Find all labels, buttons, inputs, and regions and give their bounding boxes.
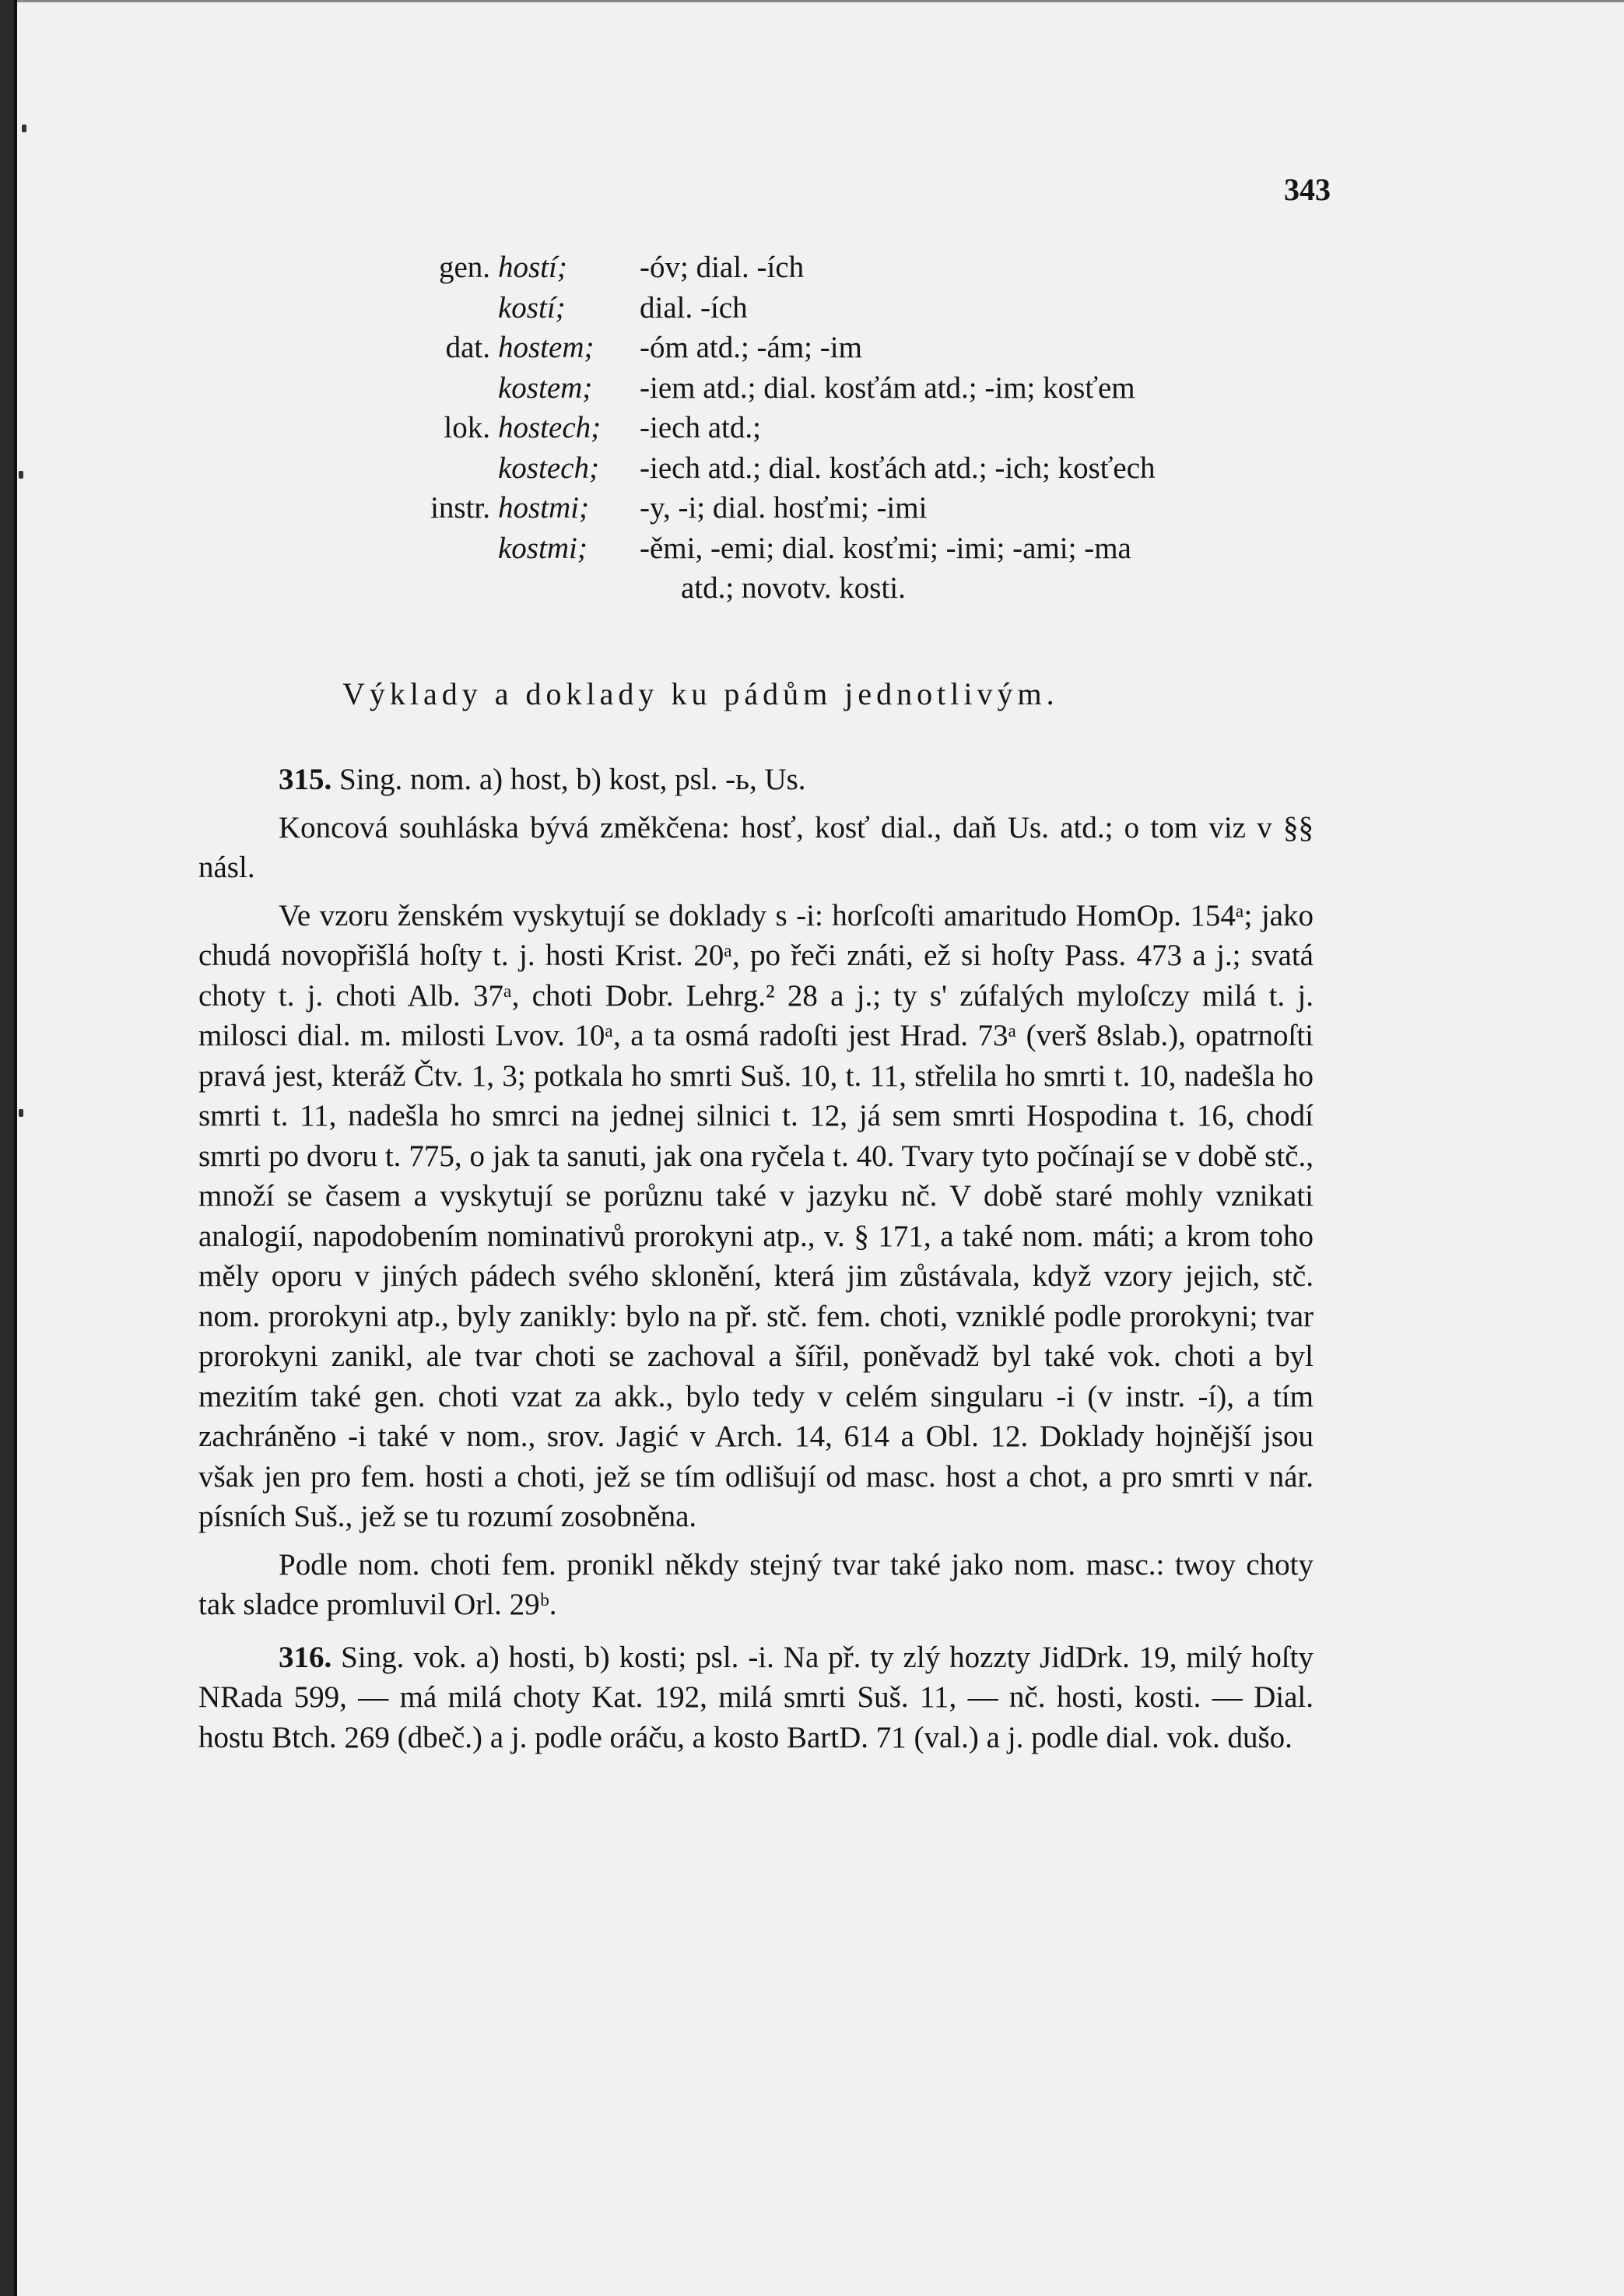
case-endings: -y, -i; dial. hosťmi; -imi [640, 491, 928, 525]
declension-row [436, 248, 1370, 288]
page-number: 343 [1284, 172, 1331, 207]
case-form: hostem; [498, 331, 595, 364]
paragraph [198, 1545, 1314, 1625]
paragraph [198, 760, 1314, 800]
section-number: 316. [279, 1640, 332, 1674]
paragraph-text: Sing. nom. a) host, b) kost, psl. -ь, Us. [339, 763, 806, 796]
scan-speck [19, 1109, 23, 1117]
section-heading: Výklady a doklady ku pádům jednotlivým. [342, 676, 1059, 711]
case-label: instr. [430, 491, 490, 525]
paragraph [198, 808, 1314, 888]
case-form: kostem; [498, 370, 593, 405]
case-form: hostech; [498, 411, 602, 444]
case-form: kostí; [498, 290, 566, 325]
declension-row [436, 328, 1370, 368]
case-label: lok. [444, 411, 490, 444]
case-form: hostmi; [498, 491, 589, 525]
scan-edge-left [14, 0, 17, 2296]
paragraph-text: Podle nom. choti fem. pronikl někdy stejný tvar také jako nom. masc.: twoy choty tak sladce promluvil Orl. 29ᵇ. [198, 1547, 1314, 1621]
paragraph-text: Sing. vok. a) hosti, b) kosti; psl. -i. Na př. ty zlý hozzty JidDrk. 19, milý hoſty NRada 599, — má milá choty Kat. 192, milá smrti Suš. 11, — nč. hosti, kosti. — Dial. hostu Btch. 269 (dbeč.) a j. podle oráču, a kosto BartD. 71 (val.) a j. podle dial. vok. dušo. [198, 1640, 1314, 1754]
case-endings: -óv; dial. -ích [640, 251, 805, 284]
case-endings: atd.; novotv. kosti. [681, 571, 906, 605]
paragraph [198, 1638, 1314, 1758]
case-endings: -iem atd.; dial. kosťám atd.; -im; kosťem [640, 370, 1135, 405]
case-endings: dial. -ích [640, 290, 748, 325]
scan-speck [19, 471, 23, 479]
declension-row [436, 408, 1370, 448]
case-form: kostech; [498, 451, 599, 485]
declension-row [436, 288, 1370, 328]
case-form: hostí; [498, 251, 567, 284]
scan-edge-top [14, 0, 1624, 2]
section-number: 315. [279, 763, 332, 796]
case-endings: -ěmi, -emi; dial. kosťmi; -imi; -ami; -ma [640, 531, 1131, 565]
case-endings: -óm atd.; -ám; -im [640, 331, 862, 364]
paragraph-text: Koncová souhláska bývá změkčena: hosť, kosť dial., daň Us. atd.; o tom viz v §§ násl. [198, 810, 1314, 884]
declension-row [436, 528, 1370, 569]
scan-speck [22, 125, 26, 132]
case-label: dat. [445, 331, 490, 364]
paragraph-text: Ve vzoru ženském vyskytují se doklady s -i: horſcoſti amaritudo HomOp. 154ᵃ; jako chudá novopřišlá hoſty t. j. hosti Krist. 20ᵃ, po řeči znáti, ež si hoſty Pass. 473 a j.; svatá choty t. j. choti Alb. 37ᵃ, choti Dobr. Lehrg.² 28 a j.; ty s' zúfalých myloſczy milá t. j. milosci dial. m. milosti Lvov. 10ᵃ, a ta osmá radoſti jest Hrad. 73ᵃ (verš 8slab.), opatrnoſti pravá jest, kteráž Čtv. 1, 3; potkala ho smrti Suš. 10, t. 11, střelila ho smrti t. 10, nadešla ho smrti t. 11, nadešla ho smrci na jednej silnici t. 12, já sem smrti Hospodina t. 16, chodí smrti po dvoru t. 775, o jak ta sanuti, jak ona ryčela t. 40. Tvary tyto počínají se v době stč., množí se časem a vyskytují se porůznu také v jazyku nč. V době staré mohly vznikati analogií, napodobením nominativů prorokyni atp., v. § 171, a také nom. máti; a krom toho měly oporu v jiných pádech svého sklonění, která jim zůstávala, když vzory jejich, stč. nom. prorokyni atp., byly zanikly: bylo na př. stč. fem. choti, vzniklé podle prorokyni; tvar prorokyni zanikl, ale tvar choti se zachoval a šířil, poněvadž byl také vok. choti a byl mezitím také gen. choti vzat za akk., bylo tedy v celém singularu -i (v instr. -í), a tím zachráněno -i také v nom., srov. Jagić v Arch. 14, 614 a Obl. 12. Doklady hojnější jsou však jen pro fem. hosti a choti, jež se tím odlišují od masc. host a chot, a pro smrti v nár. písních Suš., jež se tu rozumí zosobněna. [198, 898, 1314, 1533]
case-label: gen. [438, 251, 490, 284]
case-endings: -iech atd.; [640, 411, 761, 444]
declension-table [430, 248, 1370, 609]
declension-row [430, 488, 1370, 528]
case-endings: -iech atd.; dial. kosťách atd.; -ich; kosťech [640, 451, 1156, 485]
declension-row [436, 368, 1370, 409]
case-form: kostmi; [498, 531, 588, 565]
declension-row [436, 568, 1370, 609]
paragraph [198, 896, 1314, 1537]
declension-row [436, 448, 1370, 489]
body-text [198, 747, 1314, 1765]
